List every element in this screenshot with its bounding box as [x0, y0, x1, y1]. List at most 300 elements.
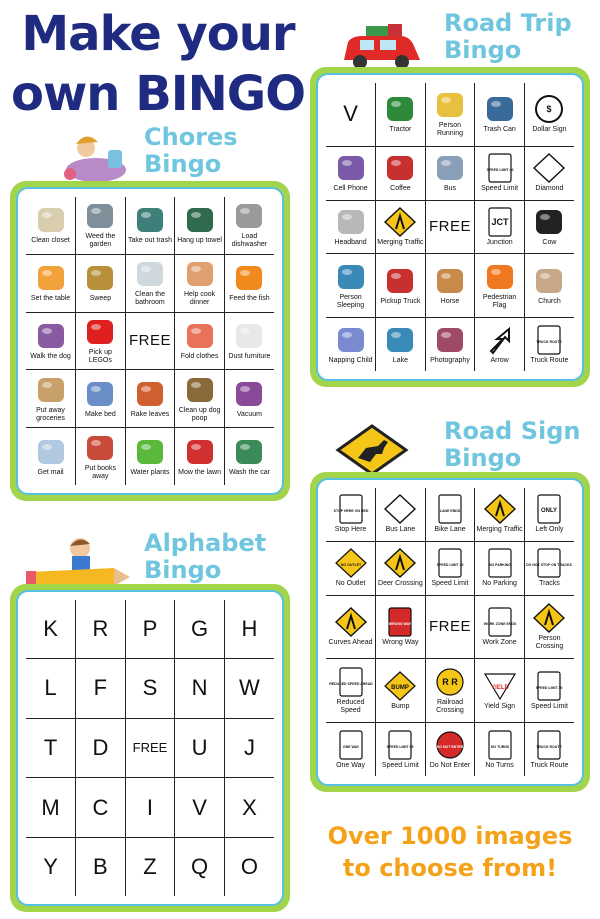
bingo-cell — [524, 146, 574, 200]
bingo-cell — [425, 254, 475, 318]
cell-label: Dollar Sign — [532, 126, 567, 134]
letter-cell — [224, 837, 274, 896]
sign-text: ONE WAY — [342, 744, 359, 749]
cell-label: Pickup Truck — [380, 297, 421, 305]
bingo-cell — [376, 254, 426, 318]
bingo-cell — [425, 488, 475, 541]
sign-text: SPEED LIMIT 40 — [486, 168, 513, 173]
cell-label: Clean up dog poop — [178, 406, 221, 422]
pickup-truck-icon — [383, 266, 417, 296]
bingo-cell — [475, 254, 525, 318]
arrow-icon — [483, 325, 517, 355]
tractor-icon — [383, 94, 417, 124]
sign-text: JCT — [491, 216, 509, 227]
no-turns-sign-icon — [483, 730, 517, 760]
pedestrian-sign-icon — [532, 603, 566, 633]
lake-icon — [383, 325, 417, 355]
letter-cell — [26, 600, 76, 659]
speed-limit-icon — [383, 730, 417, 760]
letter-cell — [76, 718, 126, 778]
speed-limit-icon — [532, 671, 566, 701]
cell-label: Stop Here — [334, 526, 367, 534]
chores-grid — [26, 197, 274, 485]
bingo-cell — [125, 370, 175, 428]
cell-label: Dust furniture — [228, 352, 271, 360]
merge-sign-icon — [483, 494, 517, 524]
bingo-cell — [125, 312, 175, 370]
sign-text: WORK ZONE ENDS — [483, 621, 516, 626]
sign-text: YIELD — [490, 684, 509, 691]
duster-icon — [232, 321, 266, 351]
cell-label: Arrow — [490, 356, 509, 364]
chef-icon — [183, 259, 217, 289]
wrong-way-sign-icon — [383, 607, 417, 637]
horse-icon — [433, 266, 467, 296]
red-car-icon — [338, 22, 424, 72]
cell-label: Deer Crossing — [378, 580, 423, 588]
no-outlet-sign-icon — [334, 548, 368, 578]
bingo-cell — [376, 318, 426, 371]
cell-label: Load dishwasher — [231, 233, 268, 249]
free-space: FREE — [128, 332, 171, 350]
bingo-cell — [475, 146, 525, 200]
cell-label: Church — [538, 297, 561, 305]
letter-cell — [26, 659, 76, 719]
trash-can-icon — [483, 94, 517, 124]
bingo-cell — [26, 428, 76, 485]
bingo-cell — [425, 723, 475, 776]
cell-label: Put away groceries — [36, 406, 65, 422]
deer-crossing-sign-icon — [336, 424, 408, 476]
cell-label: Merging Traffic — [377, 238, 424, 246]
letter-text: U — [191, 734, 208, 760]
letter-cell — [224, 718, 274, 778]
cell-label: Pick up LEGOs — [88, 348, 112, 364]
cell-label: Walk the dog — [30, 352, 71, 360]
bingo-cell — [26, 197, 76, 254]
bingo-cell — [26, 312, 76, 370]
letter-text: O — [240, 853, 258, 879]
road-sign-bingo-title — [444, 418, 580, 472]
bingo-cell — [376, 541, 426, 595]
page-title-line2: own BINGO — [10, 66, 306, 122]
letter-cell — [125, 600, 175, 659]
cell-label: No Parking — [482, 580, 517, 588]
letter-cell — [224, 600, 274, 659]
cell-label: Clean closet — [31, 237, 70, 245]
letter-text: X — [242, 794, 257, 820]
bingo-cell — [376, 488, 426, 541]
cell-label: Rake leaves — [130, 410, 170, 418]
sign-text: WRONG WAY — [389, 621, 412, 626]
cell-phone-icon — [334, 153, 368, 183]
bingo-cell — [125, 428, 175, 485]
letter-text: I — [146, 794, 154, 820]
roadtrip-title-line1: Road Trip — [444, 9, 572, 37]
cell-label: Tracks — [539, 580, 560, 588]
cell-label: Set the table — [30, 295, 71, 303]
bingo-cell — [425, 200, 475, 254]
cell-label: Truck Route — [530, 761, 569, 769]
alphabet-title-line1: Alphabet — [144, 529, 267, 557]
letter-cell — [76, 837, 126, 896]
runner-icon — [433, 90, 467, 120]
cell-label: Curves Ahead — [328, 638, 373, 646]
flag-icon — [483, 262, 517, 292]
bingo-cell — [326, 146, 376, 200]
letter-text: G — [191, 616, 209, 642]
bingo-cell — [425, 659, 475, 723]
page-title-line1: Make your — [21, 6, 295, 62]
sign-text: BUMP — [391, 684, 410, 691]
diamond-icon — [532, 153, 566, 183]
letter-cell — [76, 778, 126, 838]
bingo-cell — [425, 318, 475, 371]
letter-text: W — [239, 675, 260, 701]
junction-sign-icon — [483, 207, 517, 237]
bingo-cell — [475, 541, 525, 595]
bingo-cell — [376, 595, 426, 659]
bingo-cell — [524, 318, 574, 371]
broom-icon — [83, 263, 117, 293]
do-not-enter-sign-icon — [433, 730, 467, 760]
cell-label: Cow — [542, 238, 557, 246]
bus-lane-sign-icon — [383, 494, 417, 524]
mail-icon — [34, 437, 68, 467]
letter-text: H — [241, 616, 258, 642]
bingo-cell — [376, 200, 426, 254]
cell-label: Clean the bathroom — [135, 291, 165, 307]
toilet-icon — [133, 259, 167, 289]
letter-cell — [26, 837, 76, 896]
car-icon — [232, 437, 266, 467]
shirt-icon — [183, 321, 217, 351]
bingo-cell — [76, 254, 126, 312]
cell-label: Yield Sign — [483, 702, 516, 710]
lawn-mower-icon — [183, 437, 217, 467]
dollar-icon — [532, 94, 566, 124]
cell-label: Water plants — [130, 468, 170, 476]
coffee-cup-icon — [383, 153, 417, 183]
bed-icon — [83, 379, 117, 409]
letter-text: T — [43, 734, 58, 760]
no-parking-sign-icon — [483, 548, 517, 578]
chores-title-line2: Bingo — [144, 150, 222, 178]
bingo-cell — [524, 254, 574, 318]
bingo-cell — [326, 595, 376, 659]
bingo-cell — [26, 254, 76, 312]
railroad-sign-icon — [433, 667, 467, 697]
cell-label: Help cook dinner — [184, 291, 216, 307]
bingo-cell — [475, 723, 525, 776]
cell-label: Photography — [430, 356, 470, 364]
cell-label: Get mail — [37, 468, 64, 476]
cell-label: Weed the garden — [85, 233, 116, 249]
fish-icon — [232, 263, 266, 293]
cell-label: Napping Child — [328, 356, 373, 364]
road-sign-bingo-card — [310, 472, 590, 792]
bike-lane-sign-icon — [433, 494, 467, 524]
letter-cell — [76, 600, 126, 659]
speed-limit-icon — [483, 153, 517, 183]
sign-text: DO NOT ENTER — [436, 744, 464, 749]
letter-text: C — [92, 794, 109, 820]
cell-label: Vacuum — [236, 410, 263, 418]
bingo-cell — [125, 254, 175, 312]
bingo-cell — [475, 318, 525, 371]
bingo-cell — [326, 541, 376, 595]
letter-cell — [175, 718, 225, 778]
cell-label: One Way — [336, 761, 365, 769]
cell-label: Bike Lane — [434, 526, 466, 534]
cell-label: Make bed — [85, 410, 116, 418]
letter-text: D — [92, 734, 109, 760]
tracks-sign-icon — [526, 548, 573, 578]
one-way-sign-icon — [334, 730, 368, 760]
watering-can-icon — [133, 437, 167, 467]
letter-text: Y — [43, 853, 58, 879]
bingo-cell — [224, 370, 274, 428]
work-zone-sign-icon — [483, 607, 517, 637]
alphabet-title-line2: Bingo — [144, 556, 222, 584]
cell-label: Work Zone — [482, 638, 517, 646]
bingo-cell — [76, 428, 126, 485]
cell-label: Speed Limit — [431, 580, 469, 588]
page-title — [8, 4, 308, 124]
letter-text: L — [44, 675, 57, 701]
sign-text: R R — [442, 676, 458, 687]
letter-text: S — [142, 675, 158, 701]
bingo-cell — [376, 723, 426, 776]
bingo-cell — [224, 312, 274, 370]
cell-label: Put books away — [84, 464, 116, 480]
letter-cell — [175, 778, 225, 838]
cell-label: No Outlet — [335, 580, 366, 588]
sign-text: TRUCK ROUTE — [536, 744, 563, 749]
bingo-cell — [175, 370, 225, 428]
sign-text: STOP HERE ON RED — [333, 509, 368, 514]
cell-label: Railroad Crossing — [436, 698, 464, 714]
leaves-icon — [133, 379, 167, 409]
cell-label: Diamond — [535, 185, 564, 193]
cell-label: Pedestrian Flag — [482, 293, 517, 309]
cell-label: Left Only — [535, 526, 564, 534]
promo-text — [300, 820, 600, 884]
bingo-cell — [76, 370, 126, 428]
letter-text: F — [93, 675, 108, 701]
bingo-cell — [524, 83, 574, 146]
cell-label: Wash the car — [228, 468, 270, 476]
cell-label: Bump — [391, 702, 410, 710]
sign-text: SPEED LIMIT 30 — [536, 685, 563, 690]
bingo-cell — [524, 488, 574, 541]
cell-label: Coffee — [390, 185, 411, 193]
promo-line2: to choose from! — [342, 854, 558, 882]
cell-label: Mow the lawn — [178, 468, 221, 476]
bingo-cell — [475, 200, 525, 254]
letter-cell — [76, 659, 126, 719]
lego-icon — [83, 317, 117, 347]
bump-sign-icon — [383, 671, 417, 701]
bingo-cell — [175, 197, 225, 254]
roadsign-title-line1: Road Sign — [444, 417, 581, 445]
bingo-cell — [524, 595, 574, 659]
sign-text: TRUCK ROUTE — [536, 339, 563, 344]
grocery-bag-icon — [34, 375, 68, 405]
letter-text: R — [92, 616, 109, 642]
bingo-cell — [224, 428, 274, 485]
letter-text: V — [192, 794, 207, 820]
bingo-cell — [326, 723, 376, 776]
bingo-cell — [326, 488, 376, 541]
sign-text: NO OUTLET — [340, 563, 361, 568]
bingo-cell — [475, 83, 525, 146]
cell-label: Feed the fish — [229, 295, 270, 303]
left-only-sign-icon — [532, 494, 566, 524]
sign-text: ONLY — [541, 508, 558, 515]
curve-sign-icon — [334, 607, 368, 637]
dog-walker-icon — [34, 321, 68, 351]
bingo-cell — [475, 659, 525, 723]
trash-can-icon — [133, 205, 167, 235]
letter-cell — [125, 778, 175, 838]
bingo-cell — [475, 488, 525, 541]
roadsign-title-line2: Bingo — [444, 444, 522, 472]
free-label: FREE — [132, 739, 168, 755]
truck-route-sign-icon — [532, 730, 566, 760]
free-space: FREE — [428, 218, 471, 236]
cell-label: No Turns — [485, 761, 514, 769]
cell-label: Trash Can — [483, 126, 516, 134]
road-sign-grid — [326, 488, 574, 776]
bingo-cell — [425, 146, 475, 200]
promo-line1: Over 1000 images — [327, 822, 573, 850]
cell-label: Person Sleeping — [336, 293, 365, 309]
weed-icon — [83, 201, 117, 231]
closet-icon — [34, 205, 68, 235]
letter-cell — [175, 837, 225, 896]
sign-text: NO PARKING — [488, 563, 511, 568]
bingo-cell — [475, 595, 525, 659]
cell-label: Speed Limit — [481, 185, 519, 193]
letter-text: B — [93, 853, 108, 879]
roadtrip-title-line2: Bingo — [444, 36, 522, 64]
road-trip-grid — [326, 83, 574, 371]
sign-text: REDUCED SPEED AHEAD — [328, 681, 373, 686]
pencil-boy-icon — [22, 534, 132, 590]
bingo-cell — [326, 200, 376, 254]
bingo-cell — [376, 83, 426, 146]
letter-text: K — [43, 616, 58, 642]
cell-label: Do Not Enter — [429, 761, 471, 769]
chores-bingo-card — [10, 181, 290, 501]
cell-label: Hang up towel — [177, 237, 222, 245]
bus-icon — [433, 153, 467, 183]
bingo-cell — [76, 197, 126, 254]
truck-route-sign-icon — [532, 325, 566, 355]
cell-label: Person Crossing — [535, 634, 564, 650]
poop-icon — [183, 375, 217, 405]
cell-label: Horse — [440, 297, 460, 305]
books-icon — [83, 433, 117, 463]
alphabet-grid — [26, 600, 274, 896]
letter-text: M — [41, 794, 60, 820]
letter-cell — [175, 659, 225, 719]
cell-label: Wrong Way — [382, 638, 419, 646]
cell-label: Speed Limit — [530, 702, 568, 710]
letter-cell — [224, 659, 274, 719]
towel-icon — [183, 205, 217, 235]
letter-cell — [224, 778, 274, 838]
alphabet-bingo-title — [144, 530, 266, 584]
letter-text: P — [142, 616, 158, 642]
dishwasher-icon — [232, 201, 266, 231]
letter-glyph: V — [343, 101, 358, 127]
deer-sign-icon — [383, 548, 417, 578]
cell-label: Sweep — [89, 295, 112, 303]
bingo-cell — [376, 146, 426, 200]
bingo-cell — [326, 254, 376, 318]
cell-label: Lake — [392, 356, 408, 364]
sign-text: SPEED LIMIT 55 — [386, 744, 414, 749]
cell-label: Speed Limit — [381, 761, 419, 769]
letter-text: Z — [143, 853, 157, 879]
bingo-cell — [326, 83, 376, 146]
letter-cell — [125, 837, 175, 896]
cleaning-girl-icon — [56, 130, 136, 188]
cell-label: Bus — [443, 185, 457, 193]
road-trip-bingo-card — [310, 67, 590, 387]
alphabet-bingo-card — [10, 584, 290, 912]
headband-icon — [334, 207, 368, 237]
bingo-cell — [175, 254, 225, 312]
cell-label: Merging Traffic — [476, 526, 523, 534]
letter-text: N — [191, 675, 208, 701]
bingo-cell — [376, 659, 426, 723]
bingo-cell — [26, 370, 76, 428]
cell-label: Tractor — [389, 126, 412, 134]
sign-text: LANE ENDS — [439, 509, 461, 514]
bingo-cell — [175, 428, 225, 485]
cell-label: Cell Phone — [333, 185, 368, 193]
bingo-cell — [425, 595, 475, 659]
bingo-cell — [524, 659, 574, 723]
sign-text: DO NOT STOP ON TRACKS — [526, 563, 573, 568]
bingo-cell — [76, 312, 126, 370]
plate-icon — [34, 263, 68, 293]
free-space: FREE — [428, 618, 471, 636]
bingo-cell — [524, 723, 574, 776]
yield-sign-icon — [483, 671, 517, 701]
sign-text: SPEED LIMIT 40 — [436, 563, 464, 568]
cow-icon — [532, 207, 566, 237]
cell-label: Reduced Speed — [336, 698, 365, 714]
cell-label: Take out trash — [128, 237, 172, 245]
bingo-cell — [224, 254, 274, 312]
letter-cell — [175, 600, 225, 659]
bingo-cell — [326, 659, 376, 723]
sign-text: $ — [546, 104, 552, 115]
letter-text: J — [243, 734, 255, 760]
cell-label: Headband — [334, 238, 367, 246]
chores-bingo-title — [144, 124, 238, 178]
free-space — [125, 718, 175, 778]
bingo-cell — [326, 318, 376, 371]
sleeping-person-icon — [334, 262, 368, 292]
napping-child-icon — [334, 325, 368, 355]
cell-label: Bus Lane — [385, 526, 416, 534]
road-trip-bingo-title — [444, 10, 572, 64]
